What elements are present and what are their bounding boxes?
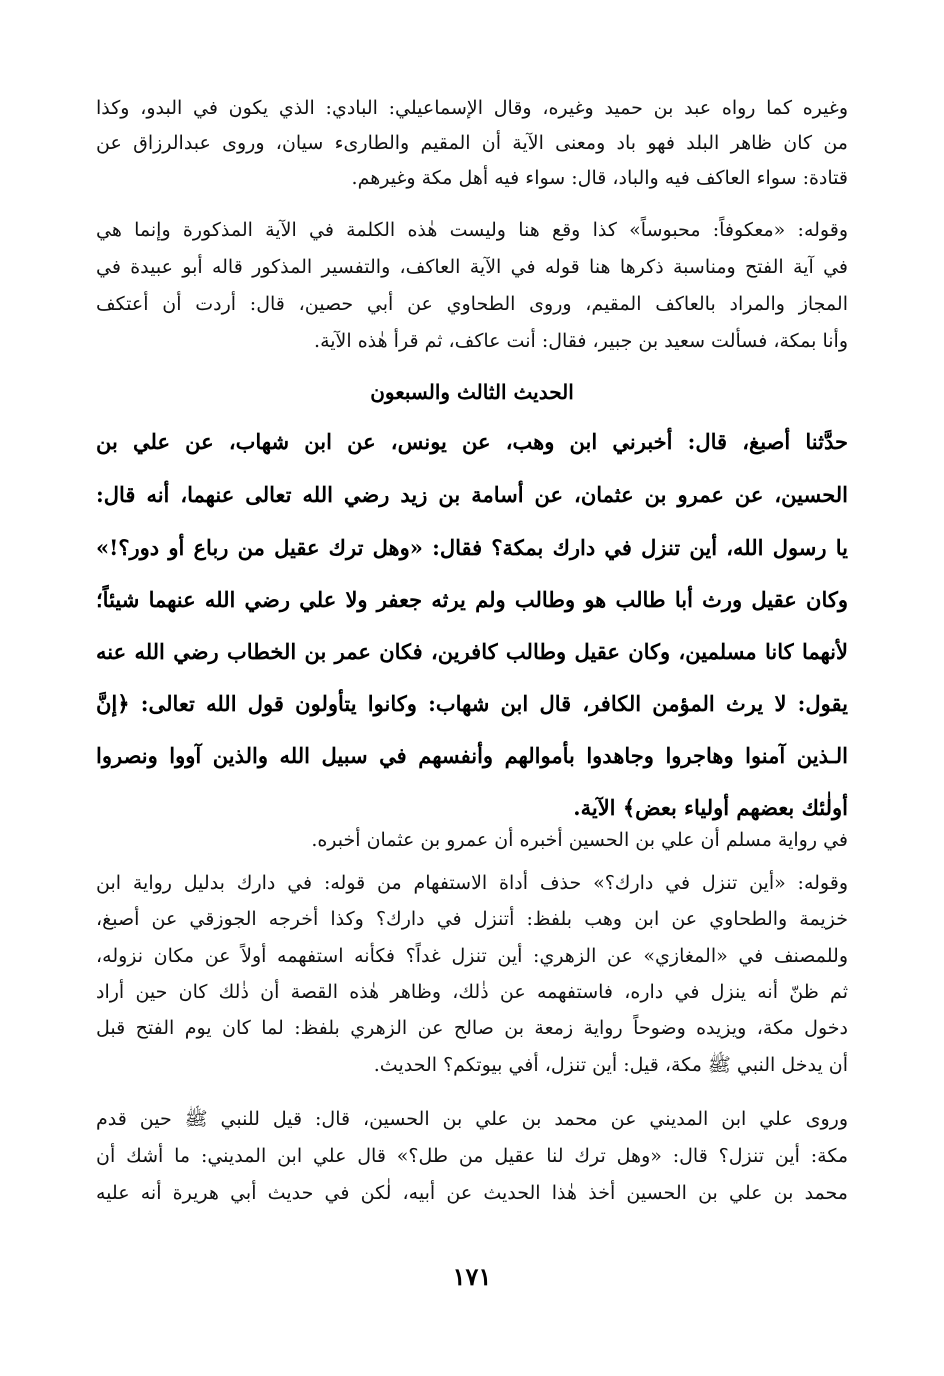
text-line: وللمصنف في «المغازي» عن الزهري: أين تنزل غداً؟ فكأنه استفهمه أولاً عن مكان نزوله، (96, 945, 848, 967)
text-line: ثم ظنّ أنه ينزل في داره، فاستفهمه عن ذٰلك، وظاهر هٰذه القصة أن ذٰلك كان حين أراد (96, 981, 848, 1003)
hadith-line: الـذين آمنوا وهاجروا وجاهدوا بأموالهم وأنفسهم في سبيل الله والذين آووا ونصروا (96, 743, 848, 768)
text-line: من كان ظاهر البلد فهو باد ومعنى الآية أن المقيم والطارىء سيان، وروى عبدالرزاق عن (96, 132, 848, 154)
hadith-line: حدَّثنا أصبغ، قال: أخبرني ابن وهب، عن يونس، عن ابن شهاب، عن علي بن (96, 429, 848, 454)
hadith-line: الحسين، عن عمرو بن عثمان، عن أسامة بن زيد رضي الله تعالى عنهما، أنه قال: (96, 482, 848, 507)
text-line: وروى علي ابن المديني عن محمد بن علي بن الحسين، قال: قيل للنبي ﷺ حين قدم (96, 1108, 848, 1130)
page-number: ١٧١ (452, 1262, 492, 1291)
text-line: أن يدخل النبي ﷺ مكة، قيل: أين تنزل، أفي بيوتكم؟ الحديث. (373, 1054, 848, 1076)
text-line: في آية الفتح ومناسبة ذكرها هنا قوله في الآية العاكف، والتفسير المذكور قاله أبو عبيدة في (96, 256, 848, 278)
text-line: وقوله: «معكوفاً: محبوساً» كذا وقع هنا وليست هٰذه الكلمة في الآية المذكورة وإنما هي (96, 219, 848, 241)
text-line: المجاز والمراد بالعاكف المقيم، وروى الطحاوي عن أبي حصين، قال: أردت أن أعتكف (96, 293, 848, 315)
hadith-line: أولٰئك بعضهم أولياء بعض﴾ الآية. (573, 795, 848, 820)
hadith-line: يا رسول الله، أين تنزل في دارك بمكة؟ فقال: «وهل ترك عقيل من رباع أو دور؟!» (96, 535, 848, 560)
text-line: وقوله: «أين تنزل في دارك؟» حذف أداة الاستفهام من قوله: في دارك بدليل رواية ابن (96, 872, 848, 894)
hadith-line: وكان عقيل ورث أبا طالب هو وطالب ولم يرثه جعفر ولا علي رضي الله عنهما شيئاً؛ (96, 587, 848, 612)
text-line: مكة: أين تنزل؟ قال: «وهل ترك لنا عقيل من طل؟» قال علي ابن المديني: ما أشك أن (96, 1145, 848, 1167)
section-heading: الحديث الثالث والسبعون (370, 380, 574, 404)
text-line: وأنا بمكة، فسألت سعيد بن جبير، فقال: أنت عاكف، ثم قرأ هٰذه الآية. (314, 330, 848, 352)
text-line: وغيره كما رواه عبد بن حميد وغيره، وقال الإسماعيلي: البادي: الذي يكون في البدو، وكذا (96, 97, 848, 119)
text-line: دخول مكة، ويزيده وضوحاً رواية زمعة بن صالح عن الزهري بلفظ: لما كان يوم الفتح قبل (96, 1017, 848, 1039)
hadith-line: لأنهما كانا مسلمين، وكان عقيل وطالب كافرين، فكان عمر بن الخطاب رضي الله عنه (96, 639, 848, 664)
riwaya-note: في رواية مسلم أن علي بن الحسين أخبره أن عمرو بن عثمان أخبره. (311, 829, 848, 851)
hadith-line: يقول: لا يرث المؤمن الكافر، قال ابن شهاب: وكانوا يتأولون قول الله تعالى: ﴿إنَّ (96, 691, 848, 716)
text-line: خزيمة والطحاوي عن ابن وهب بلفظ: أتنزل في دارك؟ وكذا أخرجه الجوزقي عن أصبغ، (96, 908, 848, 930)
text-line: محمد بن علي بن الحسين أخذ هٰذا الحديث عن أبيه، لٰكن في حديث أبي هريرة أنه عليه (96, 1182, 848, 1204)
text-line: قتادة: سواء العاكف فيه والباد، قال: سواء فيه أهل مكة وغيرهم. (351, 167, 848, 189)
